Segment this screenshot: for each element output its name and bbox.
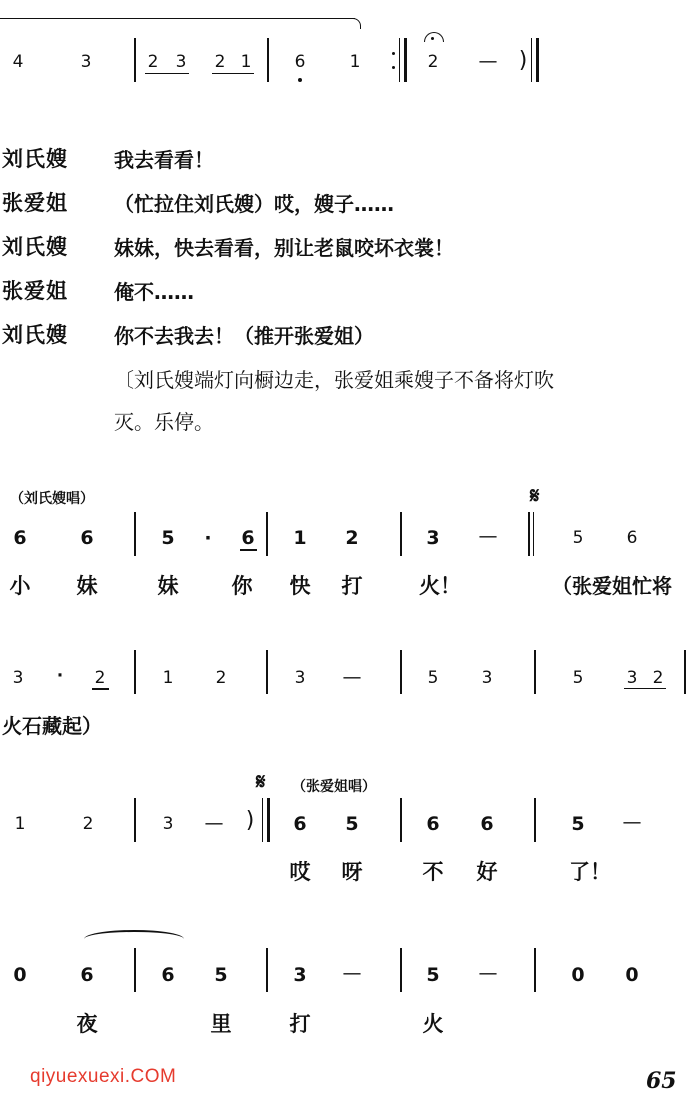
note: 0 — [571, 964, 585, 986]
lyric: 里 — [210, 1012, 232, 1036]
barline — [531, 38, 532, 82]
lyric: 妹 — [76, 574, 98, 598]
lyric: 快 — [289, 574, 311, 598]
note: 5 — [572, 668, 584, 688]
barline — [534, 650, 536, 694]
lyric: 呀 — [341, 860, 363, 884]
note: 2 — [214, 52, 226, 72]
stage-direction: 〔刘氏嫂端灯向橱边走，张爱姐乘嫂子不备将灯吹 — [114, 368, 554, 392]
fermata — [424, 32, 444, 42]
segno-icon: 𝄋 — [256, 770, 266, 795]
lyric: 小 — [9, 574, 31, 598]
note: 1 — [162, 668, 174, 688]
note: 5 — [426, 964, 440, 986]
note: 6 — [480, 813, 494, 835]
barline — [534, 798, 536, 842]
note: 5 — [214, 964, 228, 986]
fermata-dot — [431, 37, 434, 40]
note: 6 — [626, 528, 638, 548]
barline — [134, 948, 136, 992]
note: 2 — [82, 814, 94, 834]
note: 5 — [571, 813, 585, 835]
lyric: 不 — [422, 860, 444, 884]
singer-label: （张爱姐唱） — [292, 779, 376, 795]
lyric: 好 — [476, 860, 498, 884]
barline — [262, 798, 263, 842]
barline — [533, 512, 534, 556]
paren: ) — [518, 48, 528, 73]
note: 2 — [427, 52, 439, 72]
note: 3 — [626, 668, 638, 688]
note: 3 — [12, 668, 24, 688]
note: 3 — [294, 668, 306, 688]
lyric: 你 — [231, 574, 253, 598]
speech-line: 俺不…… — [114, 280, 194, 304]
singer-label: （刘氏嫂唱） — [10, 491, 94, 507]
note: 6 — [13, 527, 27, 549]
note: 1 — [293, 527, 307, 549]
lyric: 火石藏起） — [2, 714, 102, 738]
barline — [400, 650, 402, 694]
barline — [266, 650, 268, 694]
note: 3 — [162, 814, 174, 834]
lyric: 火！ — [419, 574, 461, 598]
note: 1 — [349, 52, 361, 72]
barline — [267, 798, 270, 842]
lyric: 夜 — [76, 1012, 98, 1036]
note: 2 — [345, 527, 359, 549]
lyric: 了！ — [569, 860, 611, 884]
underline — [212, 73, 254, 74]
barline — [684, 650, 686, 694]
paren: ) — [245, 808, 255, 833]
speaker-name: 刘氏嫂 — [2, 323, 68, 347]
barline — [134, 512, 136, 556]
note: 3 — [481, 668, 493, 688]
note: · — [56, 666, 64, 686]
underline — [240, 549, 257, 551]
note: 5 — [572, 528, 584, 548]
barline — [400, 512, 402, 556]
speech-line: 妹妹，快去看看，别让老鼠咬坏衣裳！ — [114, 236, 454, 260]
barline — [134, 798, 136, 842]
barline — [528, 512, 530, 556]
barline — [266, 512, 268, 556]
note: · — [204, 527, 212, 549]
barline — [134, 38, 136, 82]
note: 6 — [241, 527, 255, 549]
dash: — — [478, 962, 498, 984]
page-number: 65 — [646, 1068, 677, 1094]
underline — [92, 688, 109, 690]
lyric: 打 — [289, 1012, 311, 1036]
barline — [400, 948, 402, 992]
low-octave-dot — [298, 78, 302, 82]
note: 6 — [80, 527, 94, 549]
phrase-bracket — [0, 18, 355, 19]
note: 2 — [215, 668, 227, 688]
note: 2 — [147, 52, 159, 72]
dash: — — [342, 666, 362, 688]
speaker-name: 刘氏嫂 — [2, 147, 68, 171]
speech-line: （忙拉住刘氏嫂）哎，嫂子…… — [114, 192, 394, 216]
note: 6 — [294, 52, 306, 72]
barline — [266, 948, 268, 992]
slur — [84, 930, 184, 948]
note: 6 — [80, 964, 94, 986]
repeat-dot — [392, 66, 395, 69]
lyric: 火 — [422, 1012, 444, 1036]
underline — [145, 73, 189, 74]
note: 3 — [80, 52, 92, 72]
speaker-name: 张爱姐 — [2, 279, 68, 303]
note: 5 — [345, 813, 359, 835]
phrase-bracket-end — [352, 18, 361, 29]
note: 5 — [161, 527, 175, 549]
dash: — — [204, 812, 224, 834]
lyric: （张爱姐忙将 — [552, 574, 672, 598]
note: 2 — [94, 668, 106, 688]
note: 4 — [12, 52, 24, 72]
barline — [399, 38, 400, 82]
note: 3 — [426, 527, 440, 549]
lyric: 哎 — [289, 860, 311, 884]
site-watermark: qiyuexuexi.COM — [30, 1066, 177, 1087]
lyric: 打 — [341, 574, 363, 598]
speaker-name: 刘氏嫂 — [2, 235, 68, 259]
barline — [267, 38, 269, 82]
dash: — — [622, 811, 642, 833]
segno-icon: 𝄋 — [530, 484, 540, 509]
note: 6 — [161, 964, 175, 986]
note: 0 — [13, 964, 27, 986]
barline — [134, 650, 136, 694]
lyric: 妹 — [157, 574, 179, 598]
barline — [534, 948, 536, 992]
note: 6 — [293, 813, 307, 835]
note: 0 — [625, 964, 639, 986]
speech-line: 我去看看！ — [114, 148, 214, 172]
note: 2 — [652, 668, 664, 688]
dash: — — [478, 525, 498, 547]
barline — [536, 38, 539, 82]
note: 5 — [427, 668, 439, 688]
note: 3 — [175, 52, 187, 72]
speaker-name: 张爱姐 — [2, 191, 68, 215]
barline — [400, 798, 402, 842]
note: 1 — [14, 814, 26, 834]
underline — [624, 688, 666, 689]
stage-direction: 灭。乐停。 — [114, 410, 214, 434]
dash: — — [478, 50, 498, 72]
speech-line: 你不去我去！（推开张爱姐） — [114, 324, 374, 348]
barline — [404, 38, 407, 82]
note: 1 — [240, 52, 252, 72]
dash: — — [342, 962, 362, 984]
note: 3 — [293, 964, 307, 986]
repeat-dot — [392, 52, 395, 55]
note: 6 — [426, 813, 440, 835]
